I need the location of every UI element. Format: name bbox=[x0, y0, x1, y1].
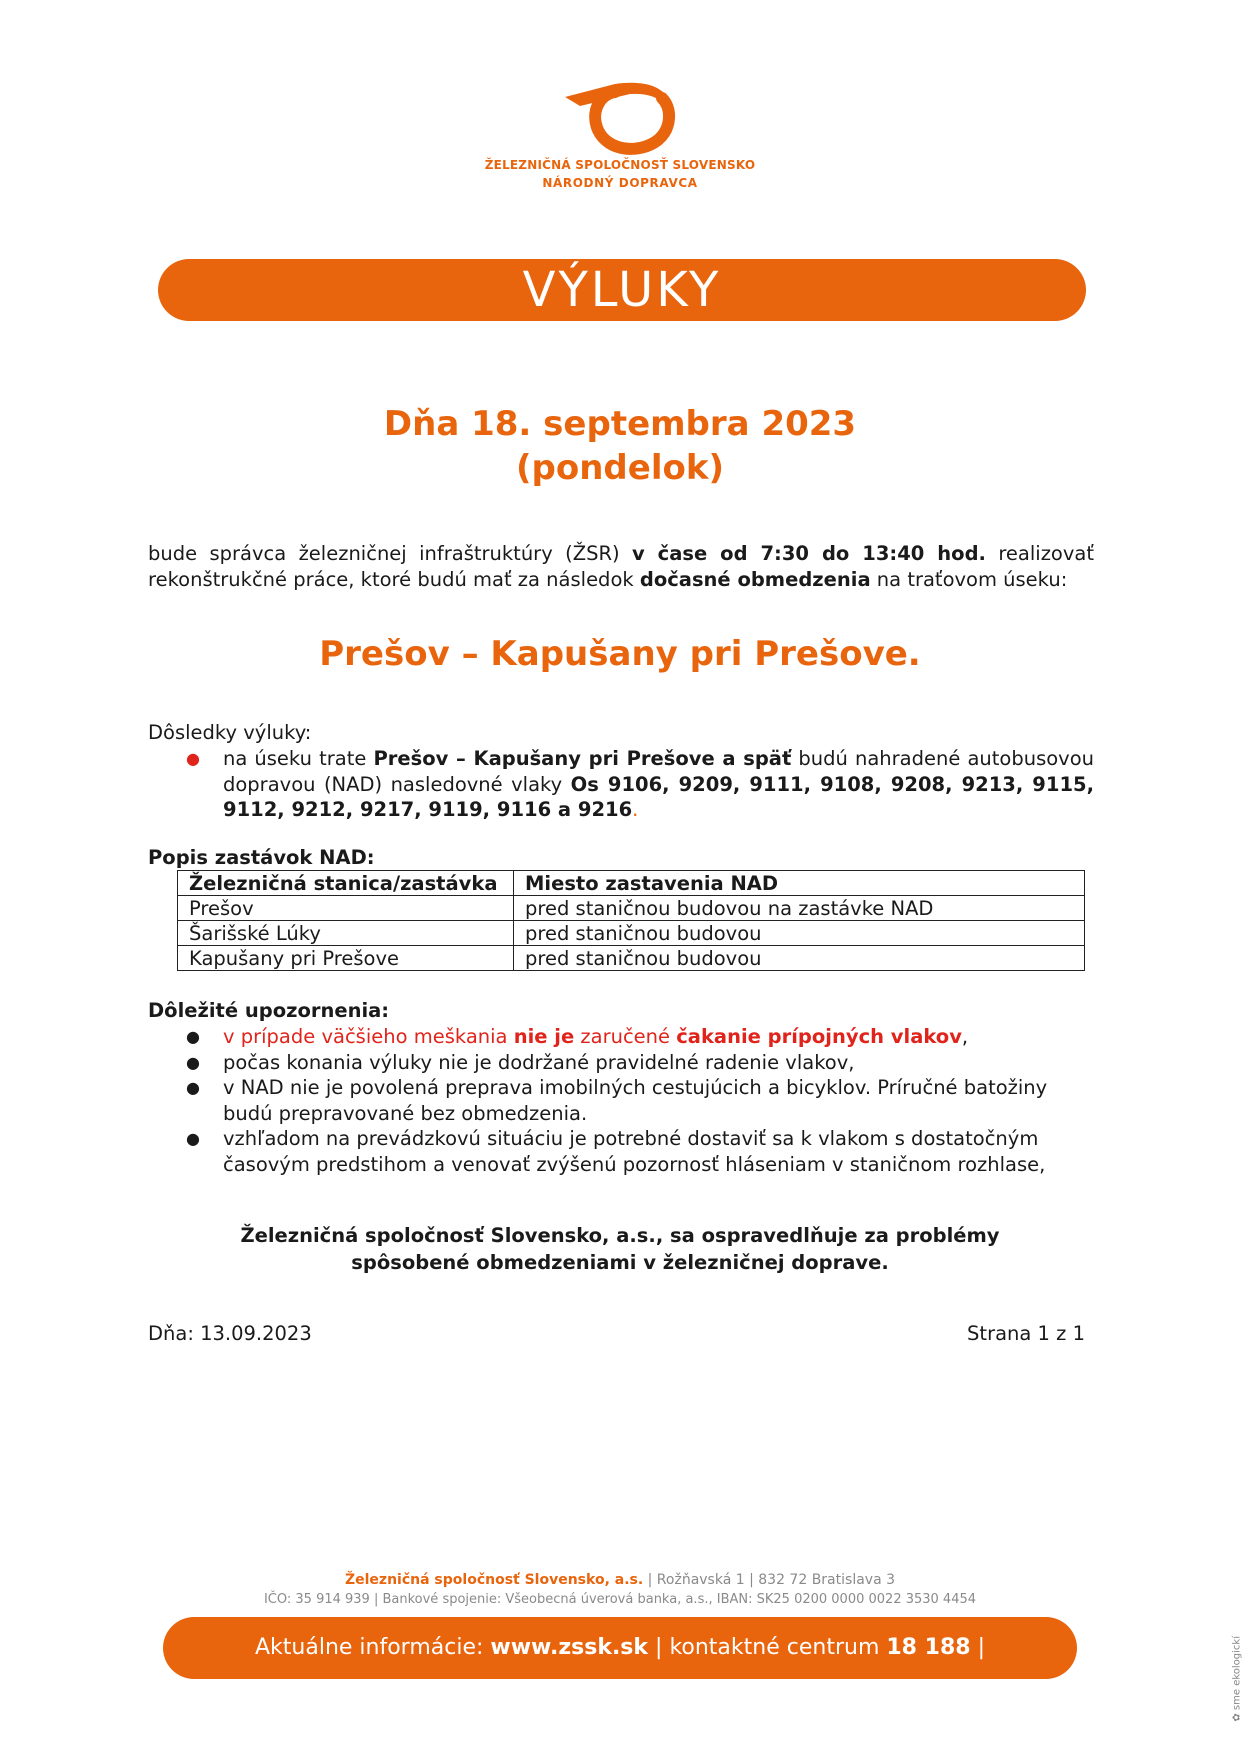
consequences-section bbox=[148, 720, 1094, 823]
info-label: Aktuálne informácie: bbox=[255, 1635, 491, 1660]
item-emphasis: nie je bbox=[513, 1025, 575, 1048]
route-segment: Prešov – Kapušany pri Prešove a späť bbox=[373, 747, 792, 770]
table-cell: pred staničnou budovou bbox=[514, 946, 1085, 971]
list-item bbox=[148, 1050, 1094, 1076]
intro-paragraph bbox=[148, 541, 1094, 593]
item-emphasis: čakanie prípojných vlakov bbox=[676, 1025, 962, 1048]
list-item bbox=[148, 746, 1094, 823]
table-header-cell: Železničná stanica/zastávka bbox=[178, 871, 514, 896]
recycle-icon: ✿ bbox=[1232, 1713, 1243, 1722]
table-cell: Prešov bbox=[178, 896, 514, 921]
stops-table bbox=[177, 870, 1085, 971]
bullet-icon: ● bbox=[186, 1129, 200, 1148]
stops-section bbox=[148, 846, 1094, 971]
table-header-row bbox=[178, 871, 1085, 896]
bullet-icon: ● bbox=[186, 749, 200, 768]
train-numbers: Os 9106, 9209, 9111, 9108, 9208, 9213, 9115, 9112, 9212, 9217, 9119, 9116 a 9216 bbox=[223, 772, 1094, 821]
contact-label: | kontaktné centrum bbox=[648, 1635, 887, 1660]
item-text: na úseku trate bbox=[223, 747, 374, 770]
item-text: budú nahradené autobusovou dopravou (NAD) nasledovné vlaky bbox=[223, 747, 1094, 796]
email-link[interactable]: info@slovakrail.sk bbox=[506, 1697, 734, 1722]
route-title: Prešov – Kapušany pri Prešove. bbox=[319, 634, 921, 674]
bullet-icon: ● bbox=[186, 1027, 200, 1046]
issue-date: Dňa: 13.09.2023 bbox=[148, 1322, 312, 1345]
item-text: zaručené bbox=[574, 1025, 677, 1048]
item-text: v NAD nie je povolená preprava imobilných cestujúcich a bicyklov. Príručné batožiny budú prepravované bez obmedzenia. bbox=[223, 1076, 1048, 1125]
intro-text: na traťovom úseku: bbox=[870, 568, 1068, 591]
eco-text: sme ekologickí bbox=[1232, 1636, 1243, 1711]
bullet-icon: ● bbox=[186, 1052, 200, 1072]
intro-restriction: dočasné obmedzenia bbox=[639, 568, 871, 591]
header-banner bbox=[158, 259, 1086, 321]
intro-text: bude správca železničnej infraštruktúry (ŽSR) bbox=[148, 542, 632, 565]
table-header-cell: Miesto zastavenia NAD bbox=[514, 871, 1085, 896]
banner-title: VÝLUKY bbox=[522, 262, 722, 318]
eco-label bbox=[1232, 1636, 1243, 1722]
table-cell: pred staničnou budovou bbox=[514, 921, 1085, 946]
table-row bbox=[178, 921, 1085, 946]
website-link[interactable]: www.zssk.sk bbox=[490, 1635, 649, 1660]
footer-banner bbox=[163, 1617, 1077, 1722]
table-cell: Kapušany pri Prešove bbox=[178, 946, 514, 971]
list-item bbox=[148, 1075, 1094, 1126]
item-text: vzhľadom na prevádzkovú situáciu je potrebné dostaviť sa k vlakom s dostatočným časovým predstihom a venovať zvýšenú pozornosť hláseniam v staničnom rozhlase, bbox=[223, 1127, 1046, 1176]
date-title-line1: Dňa 18. septembra 2023 bbox=[383, 404, 857, 444]
consequences-heading: Dôsledky výluky: bbox=[148, 721, 312, 744]
page-number: Strana 1 z 1 bbox=[967, 1322, 1085, 1345]
separator: | bbox=[970, 1635, 985, 1660]
warnings-section bbox=[148, 998, 1094, 1177]
item-text: . bbox=[632, 798, 639, 821]
logo-company-name: ŽELEZNIČNÁ SPOLOČNOSŤ SLOVENSKO bbox=[484, 158, 756, 172]
closing-apology: Železničná spoločnosť Slovensko, a.s., sa ospravedlňuje za problémy spôsobené obmedzeniami v železničnej doprave. bbox=[240, 1224, 1000, 1274]
table-row bbox=[178, 946, 1085, 971]
table-cell: pred staničnou budovou na zastávke NAD bbox=[514, 896, 1085, 921]
item-text: v prípade väčšieho meškania bbox=[223, 1025, 514, 1048]
bullet-icon: ● bbox=[186, 1078, 200, 1097]
logo-emblem-icon bbox=[520, 72, 720, 162]
date-title-line2: (pondelok) bbox=[515, 448, 724, 488]
table-row bbox=[178, 896, 1085, 921]
company-name: Železničná spoločnosť Slovensko, a.s. bbox=[344, 1572, 644, 1588]
logo-subtitle: NÁRODNÝ DOPRAVCA bbox=[542, 176, 698, 190]
date-title bbox=[160, 402, 1080, 490]
intro-text: realizovať rekonštrukčné práce, ktoré budú mať za následok bbox=[148, 542, 1094, 591]
warnings-heading: Dôležité upozornenia: bbox=[148, 999, 390, 1022]
stops-heading: Popis zastávok NAD: bbox=[148, 846, 375, 869]
address-text: | Rožňavská 1 | 832 72 Bratislava 3 bbox=[643, 1572, 896, 1588]
table-cell: Šarišské Lúky bbox=[178, 921, 514, 946]
company-address bbox=[200, 1572, 1040, 1588]
item-text: počas konania výluky nie je dodržané pravidelné radenie vlakov, bbox=[223, 1050, 855, 1074]
phone-number[interactable]: 18 188 bbox=[886, 1635, 971, 1660]
intro-time: v čase od 7:30 do 13:40 hod. bbox=[631, 542, 986, 565]
list-item bbox=[148, 1024, 1094, 1050]
bank-details: IČO: 35 914 939 | Bankové spojenie: Všeobecná úverová banka, a.s., IBAN: SK25 0200 0000 0022 3530 4454 bbox=[263, 1592, 977, 1607]
list-item bbox=[148, 1126, 1094, 1177]
item-text: , bbox=[961, 1025, 969, 1048]
